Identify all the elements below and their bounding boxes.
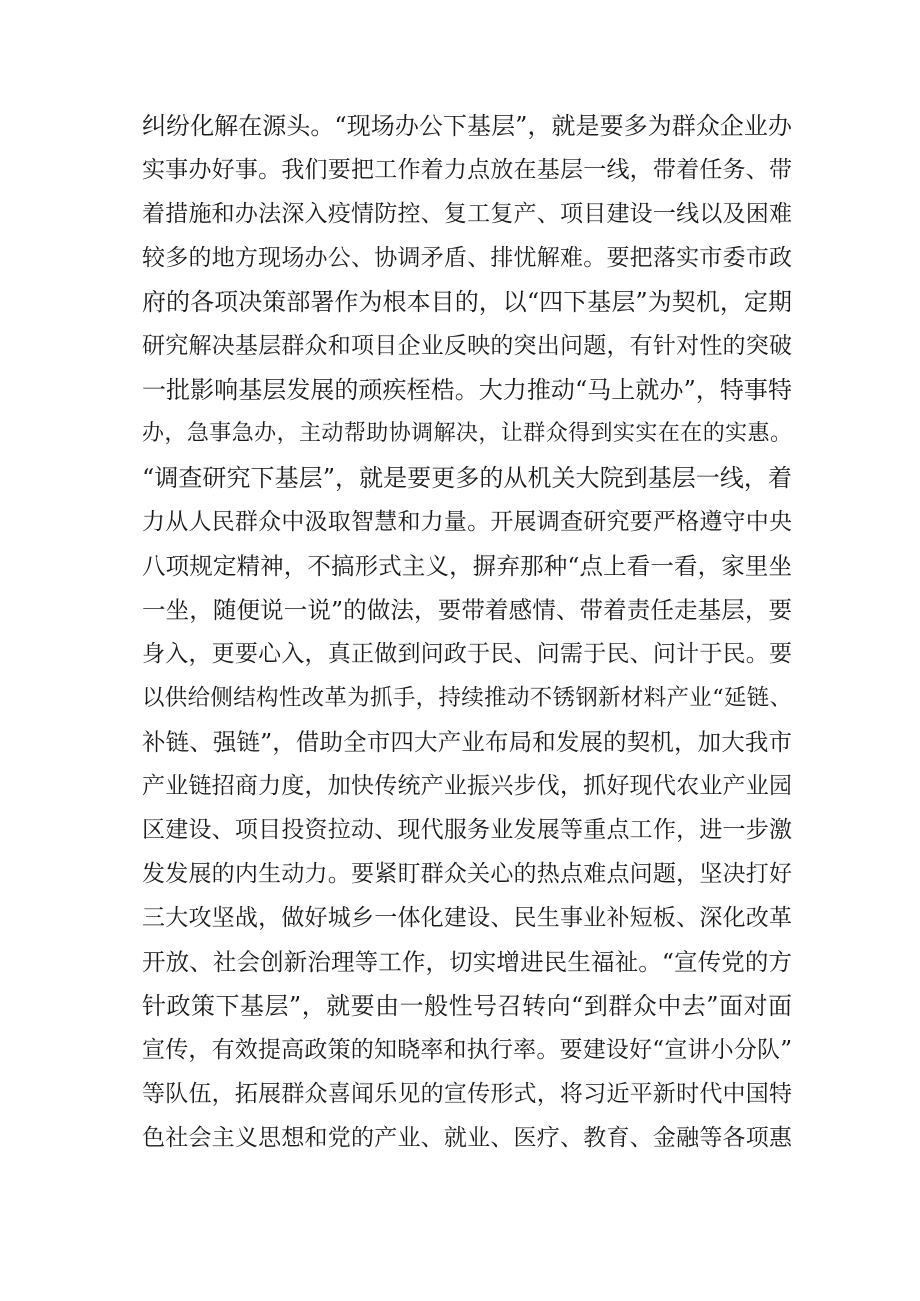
text-line: 一批影响基层发展的顽疾桎梏。大力推动“马上就办”，特事特 — [142, 376, 792, 404]
text-line: 一坐，随便说一说”的做法，要带着感情、带着责任走基层，要 — [142, 596, 792, 624]
text-line: 实事办好事。我们要把工作着力点放在基层一线，带着任务、带 — [142, 157, 792, 183]
text-line: 三大攻坚战，做好城乡一体化建设、民生事业补短板、深化改革 — [142, 905, 792, 931]
text-line: 等队伍，拓展群众喜闻乐见的宣传形式，将习近平新时代中国特 — [142, 1081, 792, 1107]
body-text — [142, 104, 792, 1160]
text-line: 身入，更要心入，真正做到问政于民、问需于民、问计于民。要 — [142, 641, 792, 667]
text-line: 较多的地方现场办公、协调矛盾、排忧解难。要把落实市委市政 — [142, 245, 792, 271]
text-line: 研究解决基层群众和项目企业反映的突出问题，有针对性的突破 — [142, 333, 792, 359]
text-line: 八项规定精神，不搞形式主义，摒弃那种“点上看一看，家里坐 — [142, 552, 792, 580]
text-line: 纠纷化解在源头。“现场办公下基层”，就是要多为群众企业办 — [142, 112, 792, 140]
text-line: 针政策下基层”，就要由一般性号召转向“到群众中去”面对面 — [142, 992, 792, 1020]
text-line: 办，急事急办，主动帮助协调解决，让群众得到实实在在的实惠。 — [142, 421, 792, 446]
text-line: 产业链招商力度，加快传统产业振兴步伐，抓好现代农业产业园 — [142, 773, 792, 799]
text-line: 色社会主义思想和党的产业、就业、医疗、教育、金融等各项惠 — [142, 1125, 792, 1151]
text-line: 着措施和办法深入疫情防控、复工复产、项目建设一线以及困难 — [142, 201, 792, 227]
text-line: 补链、强链”，借助全市四大产业布局和发展的契机，加大我市 — [142, 728, 792, 756]
text-line: 府的各项决策部署作为根本目的，以“四下基层”为契机，定期 — [142, 288, 792, 316]
text-line: 发发展的内生动力。要紧盯群众关心的热点难点问题，坚决打好 — [142, 861, 792, 887]
text-line: 宣传，有效提高政策的知晓率和执行率。要建设好“宣讲小分队” — [142, 1037, 792, 1063]
text-line: “调查研究下基层”，就是要更多的从机关大院到基层一线，着 — [142, 464, 792, 492]
text-line: 开放、社会创新治理等工作，切实增进民生福祉。“宣传党的方 — [142, 948, 792, 976]
text-line: 力从人民群众中汲取智慧和力量。开展调查研究要严格遵守中央 — [142, 509, 792, 535]
text-line: 区建设、项目投资拉动、现代服务业发展等重点工作，进一步激 — [142, 817, 792, 843]
text-line: 以供给侧结构性改革为抓手，持续推动不锈钢新材料产业“延链、 — [142, 685, 792, 711]
